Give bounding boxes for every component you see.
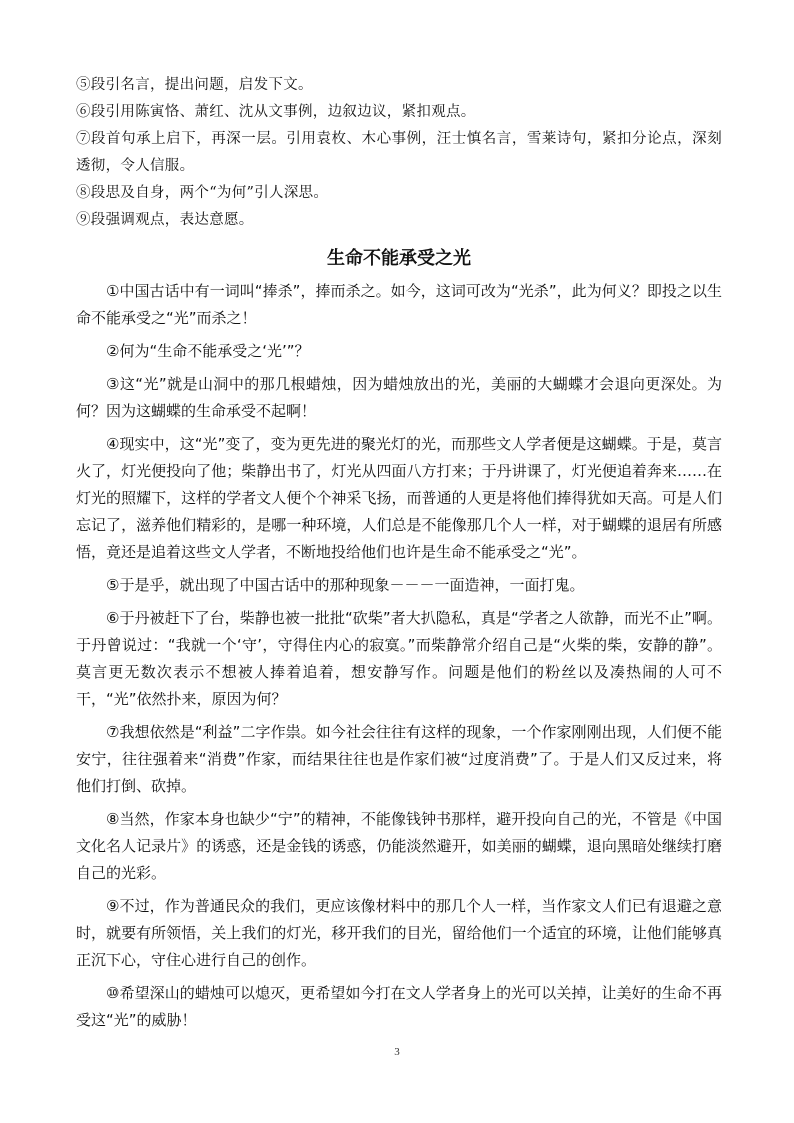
essay-paragraph: ③这“光”就是山洞中的那几根蜡烛，因为蜡烛放出的光，美丽的大蝴蝶才会退向更深处。为何？因为这蝴蝶的生命承受不起啊！ [76,375,722,420]
note-line: ⑨段强调观点，表达意愿。 [76,212,254,228]
note-line: ⑦段首句承上启下，再深一层。引用袁枚、木心事例，汪士慎名言，雪莱诗句，紧扣分论点，深刻透彻，令人信服。 [76,131,722,174]
document-page [76,72,722,1040]
essay-paragraph: ⑤于是乎，就出现了中国古话中的那种现象－－－一面造神，一面打鬼。 [106,576,585,594]
essay-title: 生命不能承受之光 [327,248,471,269]
essay-paragraph: ②何为“生命不能承受之‘光’”？ [106,342,310,360]
note-line: ⑥段引用陈寅恪、萧红、沈从文事例，边叙边议，紧扣观点。 [76,104,476,120]
note-line: ⑤段引名言，提出问题，启发下文。 [76,77,313,93]
page-number: 3 [394,1046,400,1058]
annotation-notes [76,72,722,234]
essay-paragraph: ⑩希望深山的蜡烛可以熄灭，更希望如今打在文人学者身上的光可以关掉，让美好的生命不再受这“光”的威胁！ [76,984,722,1029]
essay-paragraph: ④现实中，这“光”变了，变为更先进的聚光灯的光，而那些文人学者便是这蝴蝶。于是，莫言火了，灯光便投向了他；柴静出书了，灯光从四面八方打来；于丹讲课了，灯光便追着奔来……在灯光的照耀下，这样的学者文人便个个神采飞扬，而普通的人更是将他们捧得犹如天高。可是人们忘记了，滋养他们精彩的，是哪一种环境，人们总是不能像那几个人一样，对于蝴蝶的退居有所感悟，竟还是追着这些文人学者，不断地投给他们也许是生命不能承受之“光”。 [76,435,722,561]
note-line: ⑧段思及自身，两个“为何”引人深思。 [76,185,329,201]
essay-paragraph: ⑥于丹被赶下了台，柴静也被一批批“砍柴”者大扒隐私，真是“学者之人欲静，而光不止”啊。于丹曾说过：“我就一个‘守’，守得住内心的寂寞。”而柴静常介绍自己是“火柴的柴，安静的静”。莫言更无数次表示不想被人捧着追着，想安静写作。问题是他们的粉丝以及凑热闹的人可不干，“光”依然扑来，原因为何？ [76,609,722,708]
essay-paragraph: ⑦我想依然是“利益”二字作祟。如今社会往往有这样的现象，一个作家刚刚出现，人们便不能安宁，往往强着来“消费”作家，而结果往往也是作家们被“过度消费”了。于是人们又反过来，将他们打倒、砍掉。 [76,723,722,795]
essay-paragraph: ⑨不过，作为普通民众的我们，更应该像材料中的那几个人一样，当作家文人们已有退避之意时，就要有所领悟，关上我们的灯光，移开我们的目光，留给他们一个适宜的环境，让他们能够真正沉下心，守住心进行自己的创作。 [76,897,722,969]
essay-paragraph: ⑧当然，作家本身也缺少“宁”的精神，不能像钱钟书那样，避开投向自己的光，不管是《中国文化名人记录片》的诱惑，还是金钱的诱惑，仍能淡然避开，如美丽的蝴蝶，退向黑暗处继续打磨自己的光彩。 [76,810,722,882]
essay-paragraph: ①中国古话中有一词叫“捧杀”，捧而杀之。如今，这词可改为“光杀”，此为何义？即投之以生命不能承受之“光”而杀之！ [76,282,722,327]
essay-body [76,278,722,1034]
